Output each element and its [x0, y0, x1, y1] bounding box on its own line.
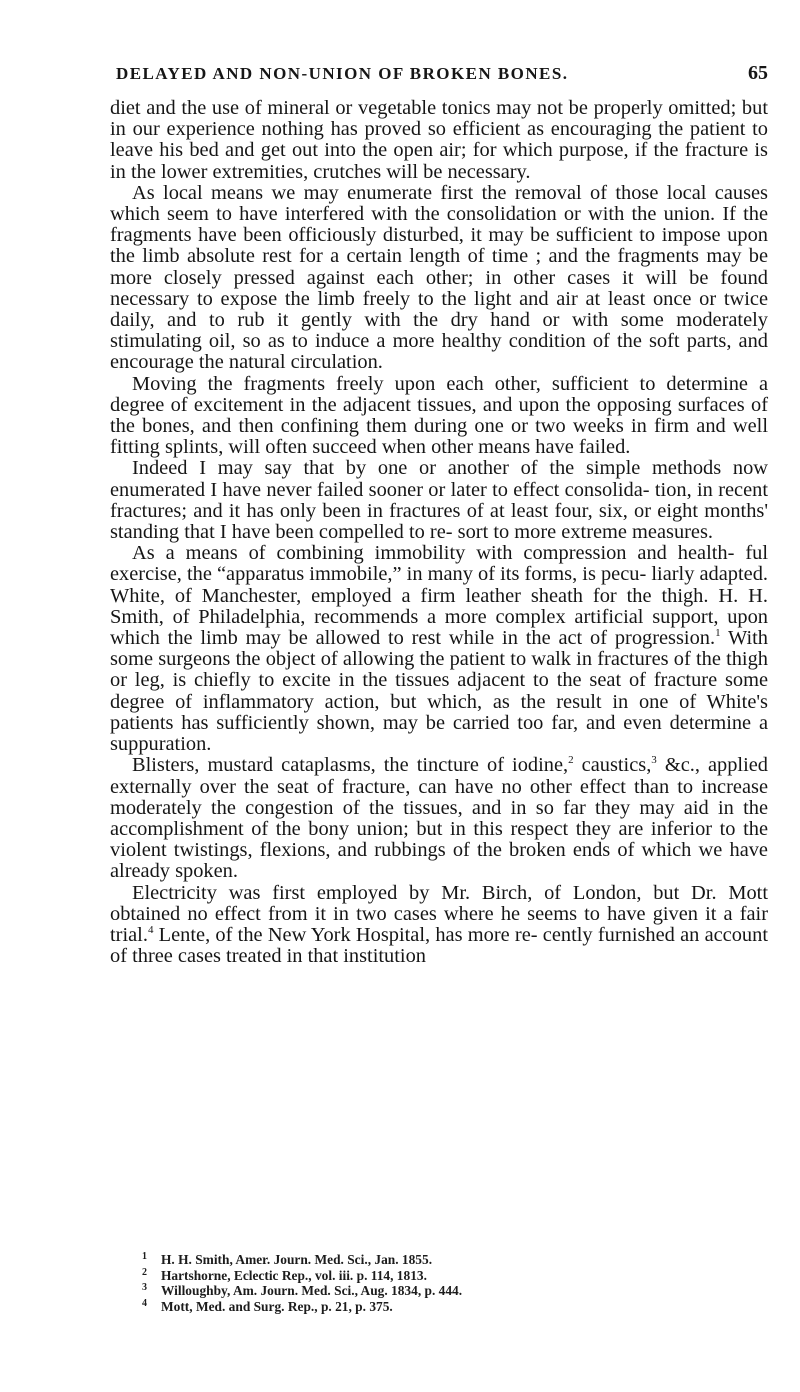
- paragraph-text: diet and the use of mineral or vegetable tonics may not be properly omitted; but in our experience nothing has proved so efficient as encouraging the patient to leave his bed and get out into the open air; for which purpose, if the fracture is in the lower extremities, crutches will be necessary.: [110, 97, 768, 183]
- footnote-mark: 2: [142, 1266, 147, 1278]
- paragraph-text: Indeed I may say that by one or another of the simple methods now enumerated I have never failed sooner or later to effect consolida- tion, in recent fractures; and it has only been in fractures of at least four, six, or eight months' standing that I have been compelled to re- sort to more extreme measures.: [110, 457, 768, 544]
- paragraph-text: As a means of combining immobility with compression and health- ful exercise, the “apparatus immobile,” in many of its forms, is pecu- liarly adapted. White, of Manchester, employed a firm leather sheath for the thigh. H. H. Smith, of Philadelphia, recommends a more complex artificial support, upon which the limb may be allowed to rest while in the act of progression.: [110, 542, 768, 650]
- footnote-ref[interactable]: 3: [651, 754, 657, 767]
- footnote-ref[interactable]: 4: [147, 923, 154, 936]
- paragraph-text: Electricity was first employed by Mr. Birch, of London, but Dr. Mott obtained no effect from it in two cases where he seems to have given it a fair trial.: [110, 881, 768, 946]
- footnote: [137, 1268, 757, 1284]
- paragraph: [110, 543, 768, 755]
- footnote-text: Hartshorne, Eclectic Rep., vol. iii. p. 114, 1813.: [161, 1267, 427, 1283]
- paragraph: [110, 755, 768, 882]
- footnote: [137, 1283, 757, 1299]
- paragraph-text: Blisters, mustard cataplasms, the tincture of iodine,: [132, 754, 569, 777]
- paragraph: [110, 374, 768, 459]
- paragraph: [110, 458, 768, 543]
- page-number: 65: [748, 62, 768, 84]
- running-head-title: DELAYED AND NON-UNION OF BROKEN BONES.: [116, 64, 569, 83]
- body-text: [110, 98, 768, 967]
- footnote-text: Willoughby, Am. Journ. Med. Sci., Aug. 1834, p. 444.: [161, 1283, 463, 1299]
- footnote-text: Mott, Med. and Surg. Rep., p. 21, p. 375.: [161, 1298, 393, 1314]
- footnote-mark: 4: [142, 1297, 147, 1309]
- footnotes: [137, 1252, 757, 1314]
- paragraph-text: With some surgeons the object of allowing the patient to walk in fractures of the thigh or leg, is chiefly to excite in the tissues adjacent to the seat of fracture some degree of inflammatory action, but which, as the result in one of White's patients has sufficiently shown, may be carried too far, and even determine a suppuration.: [110, 627, 769, 756]
- paragraph-text: caustics,: [573, 754, 652, 777]
- footnote: [137, 1299, 757, 1315]
- footnote-text: H. H. Smith, Amer. Journ. Med. Sci., Jan. 1855.: [161, 1252, 433, 1267]
- paragraph-text: Moving the fragments freely upon each other, sufficient to determine a degree of excitement in the adjacent tissues, and upon the opposing surfaces of the bones, and then confining them during one or two weeks in firm and well fitting splints, will often succeed when other means have failed.: [110, 372, 768, 459]
- footnote: [137, 1252, 757, 1268]
- footnote-mark: 3: [142, 1282, 147, 1294]
- footnote-ref[interactable]: 2: [568, 754, 574, 767]
- footnote-mark: 1: [142, 1251, 147, 1262]
- footnote-ref[interactable]: 1: [715, 627, 721, 640]
- paragraph-text: &c., applied externally over the seat of fracture, can have no other effect than to increase moderately the congestion of the tissues, and in so far they may aid in the accomplishment of the bony union; but in this respect they are inferior to the violent twistings, flexions, and rubbings of the broken ends of which we have already spoken.: [110, 754, 768, 883]
- paragraph: [110, 883, 768, 968]
- paragraph: [110, 183, 768, 374]
- running-head: [112, 56, 768, 88]
- paragraph-text: As local means we may enumerate first the removal of those local causes which seem to have interfered with the consolidation or with the union. If the fragments have been officiously disturbed, it may be sufficient to impose upon the limb absolute rest for a certain length of time ; and the fragments may be more closely pressed against each other; in other cases it will be found necessary to expose the limb freely to the light and air at least once or twice daily, and to rub it gently with the dry hand or with some moderately stimulating oil, so as to induce a more healthy condition of the soft parts, and encourage the natural circulation.: [110, 181, 768, 374]
- paragraph-text: Lente, of the New York Hospital, has more re- cently furnished an account of three cases treated in that institution: [110, 923, 768, 968]
- paragraph: [110, 98, 768, 183]
